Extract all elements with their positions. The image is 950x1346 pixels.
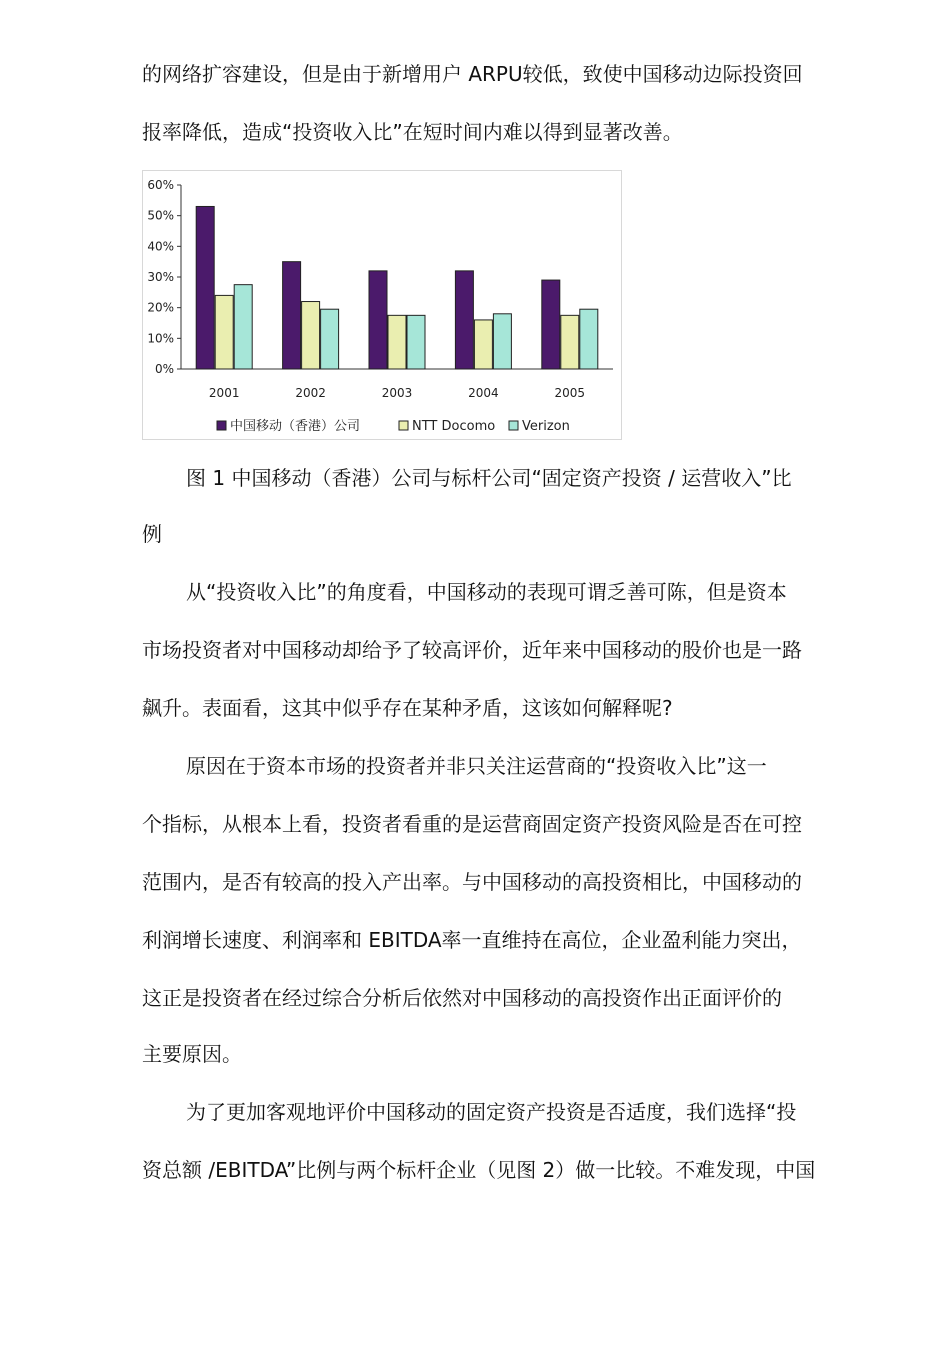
text-line: 为了更加客观地评价中国移动的固定资产投资是否适度，我们选择“投 <box>186 1100 797 1124</box>
y-tick-label: 40% <box>147 239 174 254</box>
x-tick-label: 2005 <box>554 386 586 400</box>
bar <box>321 309 339 369</box>
text-line: 个指标，从根本上看，投资者看重的是运营商固定资产投资风险是否在可控 <box>142 812 802 836</box>
bar <box>493 314 511 369</box>
bar <box>302 302 320 369</box>
text-line: 原因在于资本市场的投资者并非只关注运营商的“投资收入比”这一 <box>186 754 767 778</box>
bar-chart <box>143 171 621 439</box>
x-tick-label: 2002 <box>295 386 326 400</box>
text-line: 报率降低，造成“投资收入比”在短时间内难以得到显著改善。 <box>142 120 683 144</box>
bar <box>215 295 233 369</box>
text-line: 从“投资收入比”的角度看，中国移动的表现可谓乏善可陈，但是资本 <box>186 580 787 604</box>
text-line: 市场投资者对中国移动却给予了较高评价，近年来中国移动的股价也是一路 <box>142 638 802 662</box>
x-tick-label: 2003 <box>381 386 413 400</box>
figure-1-chart <box>142 170 622 440</box>
bar <box>283 262 301 369</box>
legend-label: NTT Docomo <box>412 419 496 434</box>
y-tick-label: 30% <box>147 270 174 284</box>
bar <box>474 320 492 369</box>
text-line: 的网络扩容建设，但是由于新增用户 ARPU较低，致使中国移动边际投资回 <box>142 62 803 86</box>
figure-caption-line: 例 <box>142 522 162 546</box>
legend-swatch <box>399 421 408 430</box>
legend-label: 中国移动（香港）公司 <box>230 419 361 434</box>
y-tick-label: 10% <box>147 331 174 346</box>
text-line: 这正是投资者在经过综合分析后依然对中国移动的高投资作出正面评价的 <box>142 986 782 1010</box>
text-line: 飙升。表面看，这其中似乎存在某种矛盾，这该如何解释呢? <box>142 696 673 720</box>
x-tick-label: 2004 <box>468 386 499 400</box>
text-line: 利润增长速度、利润率和 EBITDA率一直维持在高位，企业盈利能力突出， <box>142 928 802 952</box>
bar <box>388 315 406 369</box>
bar <box>542 280 560 369</box>
y-tick-label: 60% <box>147 178 174 192</box>
bar <box>561 315 579 369</box>
bar <box>369 271 387 369</box>
bar <box>196 206 214 369</box>
text-line: 资总额 /EBITDA”比例与两个标杆企业（见图 2）做一比较。不难发现，中国 <box>142 1158 816 1182</box>
legend-label: Verizon <box>522 419 570 434</box>
text-line: 主要原因。 <box>142 1042 242 1066</box>
y-tick-label: 50% <box>147 208 174 223</box>
bar <box>407 315 425 369</box>
bar <box>455 271 473 369</box>
legend-swatch <box>509 421 518 430</box>
figure-caption-line: 图 1 中国移动（香港）公司与标杆公司“固定资产投资 / 运营收入”比 <box>186 466 792 490</box>
y-tick-label: 0% <box>154 362 174 376</box>
x-tick-label: 2001 <box>208 386 240 400</box>
legend-swatch <box>217 421 226 430</box>
text-line: 范围内，是否有较高的投入产出率。与中国移动的高投资相比，中国移动的 <box>142 870 802 894</box>
bar <box>234 285 252 369</box>
bar <box>580 309 598 369</box>
y-tick-label: 20% <box>147 300 174 315</box>
